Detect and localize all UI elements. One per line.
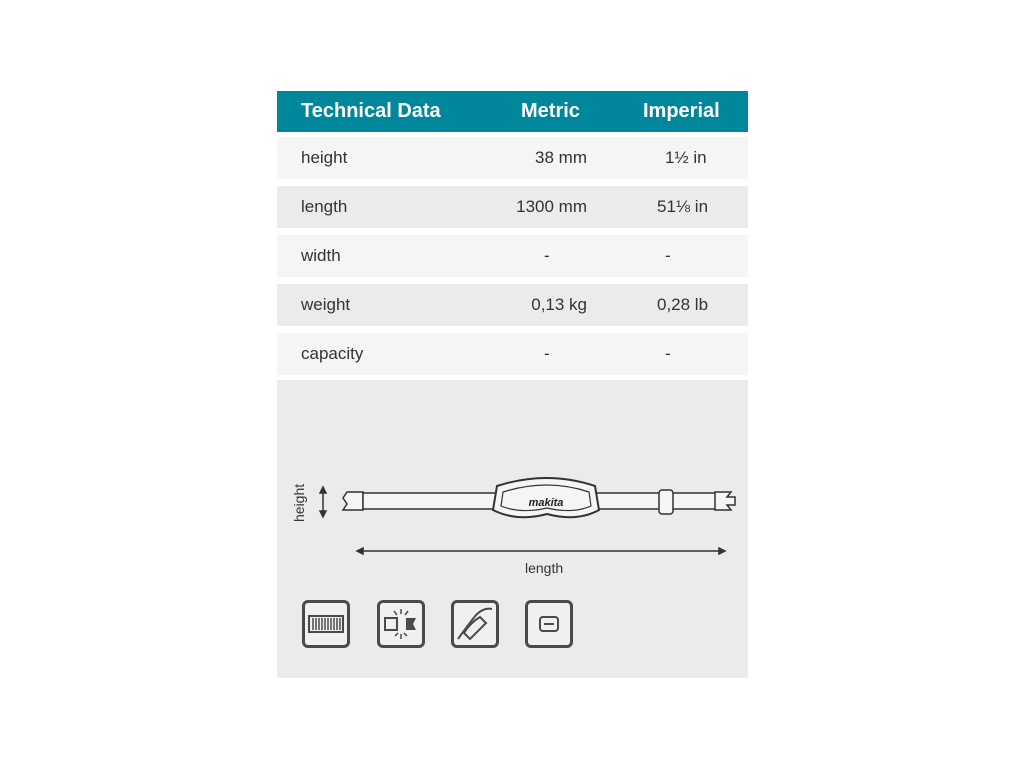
table-row xyxy=(277,235,748,277)
header-imperial: Imperial xyxy=(643,100,720,122)
length-label: length xyxy=(525,560,564,576)
row-metric: 0,13 kg xyxy=(531,295,587,314)
table-row xyxy=(277,137,748,179)
row-label: capacity xyxy=(301,344,364,363)
row-label: width xyxy=(301,246,341,265)
row-label: length xyxy=(301,197,348,216)
table-header xyxy=(277,91,748,132)
row-metric: - xyxy=(544,246,550,265)
strap-webbing-icon xyxy=(302,600,350,648)
table-row xyxy=(277,333,748,375)
slider-icon xyxy=(659,490,673,514)
row-imperial: - xyxy=(665,246,671,265)
header-technical-data: Technical Data xyxy=(301,100,441,122)
height-arrow-icon xyxy=(320,487,326,517)
row-label: weight xyxy=(301,295,351,314)
row-imperial: - xyxy=(665,344,671,363)
header-metric: Metric xyxy=(521,100,580,122)
height-label: height xyxy=(291,483,307,522)
row-metric: - xyxy=(544,344,550,363)
right-buckle-icon xyxy=(715,492,735,510)
brand-logo: makita xyxy=(528,497,564,509)
slide-adjuster-icon xyxy=(525,600,573,648)
left-buckle-icon xyxy=(343,492,363,510)
table-row xyxy=(277,284,748,326)
row-imperial: 1½ in xyxy=(665,148,707,167)
row-imperial: 51⅛ in xyxy=(657,197,709,216)
row-metric: 1300 mm xyxy=(516,197,587,216)
shoulder-pad-option-icon xyxy=(451,600,499,648)
row-imperial: 0,28 lb xyxy=(657,295,709,314)
table-row xyxy=(277,186,748,228)
length-arrow-icon xyxy=(357,548,725,554)
product-diagram-panel xyxy=(277,380,748,678)
row-label: height xyxy=(301,148,348,167)
technical-data-table xyxy=(277,91,748,375)
quick-release-buckle-icon xyxy=(377,600,425,648)
row-metric: 38 mm xyxy=(535,148,587,167)
